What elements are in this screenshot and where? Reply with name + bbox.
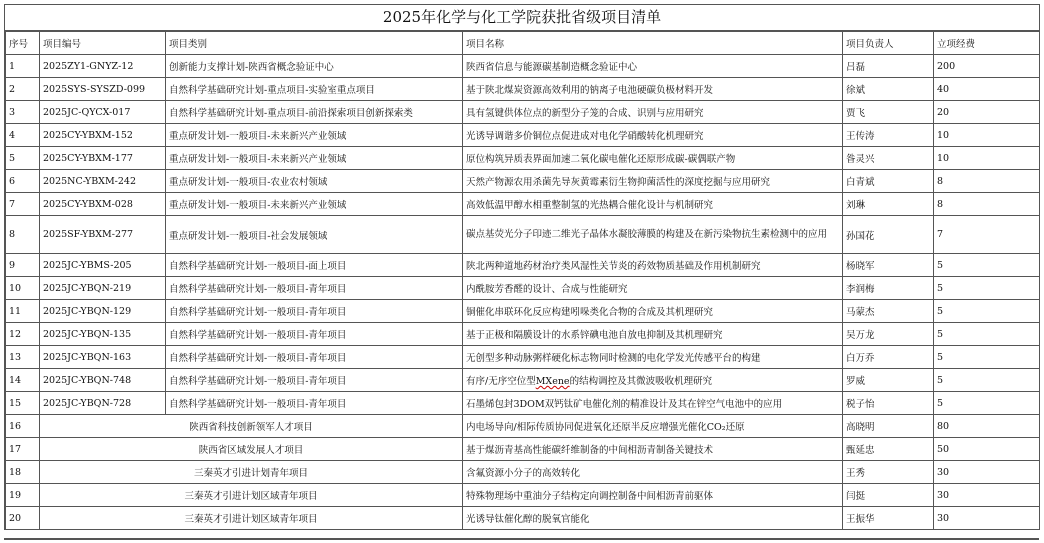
- cell-category: 自然科学基础研究计划-一般项目-青年项目: [166, 277, 463, 300]
- cell-leader: 贾飞: [843, 101, 934, 124]
- cell-leader: 王秀: [843, 461, 934, 484]
- cell-index: 7: [6, 193, 40, 216]
- project-table: [5, 31, 1040, 530]
- cell-funding: 8: [934, 193, 1040, 216]
- cell-funding: 8: [934, 170, 1040, 193]
- cell-index: 16: [6, 415, 40, 438]
- cell-funding: 5: [934, 254, 1040, 277]
- table-row: [6, 507, 1040, 530]
- cell-leader: 税子怡: [843, 392, 934, 415]
- cell-code: 2025SYS-SYSZD-099: [40, 78, 166, 101]
- cell-name: 内酰胺芳香醛的设计、合成与性能研究: [463, 277, 843, 300]
- cell-category: 自然科学基础研究计划-一般项目-青年项目: [166, 369, 463, 392]
- table-row: [6, 101, 1040, 124]
- cell-category: 创新能力支撑计划-陕西省概念验证中心: [166, 55, 463, 78]
- table-row: [6, 438, 1040, 461]
- cell-category: 重点研发计划-一般项目-未来新兴产业领域: [166, 147, 463, 170]
- cell-name: 基于陕北煤炭资源高效利用的钠离子电池硬碳负极材料开发: [463, 78, 843, 101]
- cell-code: 2025JC-YBQN-219: [40, 277, 166, 300]
- cell-index: 12: [6, 323, 40, 346]
- cell-leader: 徐斌: [843, 78, 934, 101]
- cell-index: 13: [6, 346, 40, 369]
- cell-leader: 高晓明: [843, 415, 934, 438]
- cell-category: 重点研发计划-一般项目-农业农村领域: [166, 170, 463, 193]
- cell-code: 2025JC-YBQN-748: [40, 369, 166, 392]
- cell-index: 6: [6, 170, 40, 193]
- header-code: 项目编号: [40, 32, 166, 55]
- cell-leader: 杨晓军: [843, 254, 934, 277]
- cell-funding: 200: [934, 55, 1040, 78]
- cell-leader: 李润梅: [843, 277, 934, 300]
- cell-name: 高效低温甲醇水相重整制氢的光热耦合催化设计与机制研究: [463, 193, 843, 216]
- cell-name: 天然产物源农用杀菌先导灰黄霉素衍生物抑菌活性的深度挖掘与应用研究: [463, 170, 843, 193]
- cell-code: 2025JC-YBQN-728: [40, 392, 166, 415]
- table-row: [6, 216, 1040, 254]
- cell-code: 2025ZY1-GNYZ-12: [40, 55, 166, 78]
- cell-category: 陕西省区域发展人才项目: [40, 438, 463, 461]
- cell-name: 内电场导向/相际传质协同促进氧化还原半反应增强光催化CO₂还原: [463, 415, 843, 438]
- cell-leader: 王传涛: [843, 124, 934, 147]
- cell-name: 石墨烯包封3DOM双钙钛矿电催化剂的精准设计及其在锌空气电池中的应用: [463, 392, 843, 415]
- table-row: [6, 415, 1040, 438]
- cell-name: 光诱导钛催化醇的脱氧官能化: [463, 507, 843, 530]
- cell-index: 8: [6, 216, 40, 254]
- cell-funding: 5: [934, 323, 1040, 346]
- table-row: [6, 392, 1040, 415]
- cell-category: 重点研发计划-一般项目-未来新兴产业领域: [166, 193, 463, 216]
- cell-code: 2025JC-YBQN-163: [40, 346, 166, 369]
- cell-funding: 30: [934, 484, 1040, 507]
- cell-leader: 甄延忠: [843, 438, 934, 461]
- cell-category: 自然科学基础研究计划-重点项目-实验室重点项目: [166, 78, 463, 101]
- cell-leader: 王振华: [843, 507, 934, 530]
- table-row: [6, 369, 1040, 392]
- cell-leader: 刘琳: [843, 193, 934, 216]
- cell-code: 2025SF-YBXM-277: [40, 216, 166, 254]
- cell-category: 陕西省科技创新领军人才项目: [40, 415, 463, 438]
- cell-name: 含氟资源小分子的高效转化: [463, 461, 843, 484]
- cell-leader: 吴万龙: [843, 323, 934, 346]
- cell-code: 2025JC-YBMS-205: [40, 254, 166, 277]
- cell-leader: 白万乔: [843, 346, 934, 369]
- cell-category: 自然科学基础研究计划-重点项目-前沿探索项目创新探索类: [166, 101, 463, 124]
- cell-funding: 5: [934, 277, 1040, 300]
- cell-name: 无创型多种动脉粥样硬化标志物同时检测的电化学发光传感平台的构建: [463, 346, 843, 369]
- cell-index: 14: [6, 369, 40, 392]
- cell-leader: 孙国花: [843, 216, 934, 254]
- table-header-row: [6, 32, 1040, 55]
- cell-index: 5: [6, 147, 40, 170]
- cell-category: 自然科学基础研究计划-一般项目-青年项目: [166, 346, 463, 369]
- name-part: 有序/无序空位型: [466, 376, 536, 387]
- sheet-bottom-border: [4, 538, 1039, 540]
- cell-funding: 10: [934, 147, 1040, 170]
- table-row: [6, 484, 1040, 507]
- cell-code: 2025JC-YBQN-135: [40, 323, 166, 346]
- cell-funding: 20: [934, 101, 1040, 124]
- project-list-sheet: [4, 4, 1040, 530]
- cell-name: 碳点基荧光分子印迹二维光子晶体水凝胶薄膜的构建及在新污染物抗生素检测中的应用: [463, 216, 843, 254]
- cell-index: 18: [6, 461, 40, 484]
- table-row: [6, 124, 1040, 147]
- cell-index: 1: [6, 55, 40, 78]
- spellcheck-marked-word: MXene: [535, 376, 570, 387]
- cell-name: 陕西省信息与能源碳基制造概念验证中心: [463, 55, 843, 78]
- cell-name: 具有氢键供体位点的新型分子笼的合成、识别与应用研究: [463, 101, 843, 124]
- table-row: [6, 254, 1040, 277]
- name-part: 的结构调控及其微波吸收机理研究: [569, 376, 713, 387]
- cell-name: 原位构筑异质表界面加速二氧化碳电催化还原形成碳-碳偶联产物: [463, 147, 843, 170]
- cell-category: 自然科学基础研究计划-一般项目-青年项目: [166, 300, 463, 323]
- cell-leader: 昝灵兴: [843, 147, 934, 170]
- cell-category: 自然科学基础研究计划-一般项目-青年项目: [166, 323, 463, 346]
- cell-code: 2025JC-QYCX-017: [40, 101, 166, 124]
- table-row: [6, 277, 1040, 300]
- header-leader: 项目负责人: [843, 32, 934, 55]
- cell-index: 11: [6, 300, 40, 323]
- cell-category: 重点研发计划-一般项目-社会发展领域: [166, 216, 463, 254]
- cell-name: 基于正极和隔膜设计的水系锌碘电池自放电抑制及其机理研究: [463, 323, 843, 346]
- cell-category: 重点研发计划-一般项目-未来新兴产业领域: [166, 124, 463, 147]
- cell-index: 3: [6, 101, 40, 124]
- table-row: [6, 461, 1040, 484]
- cell-code: 2025CY-YBXM-028: [40, 193, 166, 216]
- cell-index: 2: [6, 78, 40, 101]
- cell-name: 特殊物理场中重油分子结构定向调控制备中间相沥青前驱体: [463, 484, 843, 507]
- table-row: [6, 346, 1040, 369]
- cell-category: 三秦英才引进计划区域青年项目: [40, 507, 463, 530]
- cell-category: 自然科学基础研究计划-一般项目-青年项目: [166, 392, 463, 415]
- header-category: 项目类别: [166, 32, 463, 55]
- cell-leader: 白青斌: [843, 170, 934, 193]
- cell-funding: 5: [934, 392, 1040, 415]
- table-row: [6, 323, 1040, 346]
- cell-funding: 40: [934, 78, 1040, 101]
- cell-funding: 5: [934, 300, 1040, 323]
- cell-name: 陕北两种道地药材治疗类风湿性关节炎的药效物质基础及作用机制研究: [463, 254, 843, 277]
- table-row: [6, 147, 1040, 170]
- cell-index: 20: [6, 507, 40, 530]
- cell-leader: 闫挺: [843, 484, 934, 507]
- cell-index: 4: [6, 124, 40, 147]
- table-row: [6, 170, 1040, 193]
- cell-funding: 5: [934, 346, 1040, 369]
- cell-code: 2025JC-YBQN-129: [40, 300, 166, 323]
- table-row: [6, 300, 1040, 323]
- cell-leader: 马蒙杰: [843, 300, 934, 323]
- cell-index: 10: [6, 277, 40, 300]
- cell-name: 铜催化串联环化反应构建吲哚类化合物的合成及其机理研究: [463, 300, 843, 323]
- table-row: [6, 55, 1040, 78]
- cell-code: 2025NC-YBXM-242: [40, 170, 166, 193]
- cell-index: 15: [6, 392, 40, 415]
- sheet-title: 2025年化学与化工学院获批省级项目清单: [5, 4, 1039, 31]
- cell-funding: 30: [934, 461, 1040, 484]
- cell-category: 三秦英才引进计划区域青年项目: [40, 484, 463, 507]
- table-row: [6, 78, 1040, 101]
- cell-funding: 80: [934, 415, 1040, 438]
- cell-category: 自然科学基础研究计划-一般项目-面上项目: [166, 254, 463, 277]
- cell-code: 2025CY-YBXM-152: [40, 124, 166, 147]
- table-row: [6, 193, 1040, 216]
- cell-index: 19: [6, 484, 40, 507]
- header-funding: 立项经费: [934, 32, 1040, 55]
- cell-leader: 吕磊: [843, 55, 934, 78]
- cell-funding: 10: [934, 124, 1040, 147]
- cell-name: [463, 369, 843, 392]
- cell-funding: 50: [934, 438, 1040, 461]
- cell-name: 基于煤沥青基高性能碳纤维制备的中间相沥青制备关键技术: [463, 438, 843, 461]
- cell-index: 17: [6, 438, 40, 461]
- header-name: 项目名称: [463, 32, 843, 55]
- cell-category: 三秦英才引进计划青年项目: [40, 461, 463, 484]
- cell-leader: 罗威: [843, 369, 934, 392]
- header-index: 序号: [6, 32, 40, 55]
- cell-name: 光诱导调谐多价铜位点促进成对电化学硝酸转化机理研究: [463, 124, 843, 147]
- cell-funding: 7: [934, 216, 1040, 254]
- cell-index: 9: [6, 254, 40, 277]
- cell-funding: 30: [934, 507, 1040, 530]
- cell-funding: 5: [934, 369, 1040, 392]
- cell-code: 2025CY-YBXM-177: [40, 147, 166, 170]
